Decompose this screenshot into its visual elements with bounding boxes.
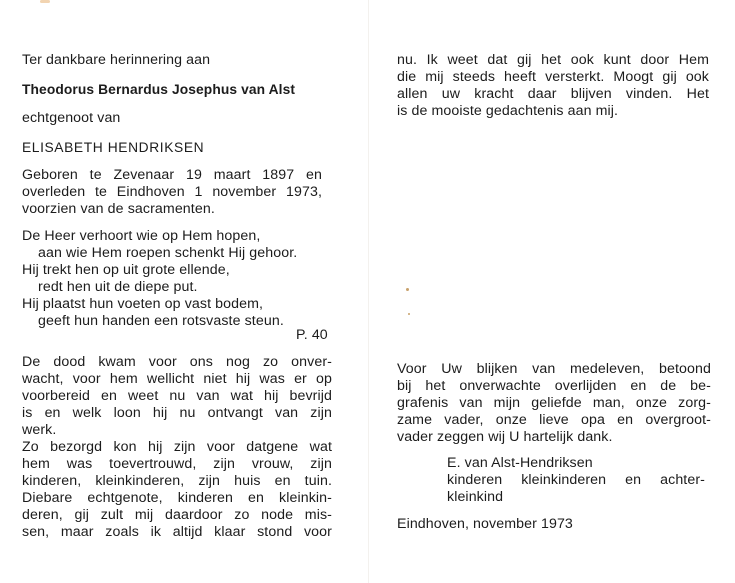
place-date: Eindhoven, november 1973 [397, 516, 573, 532]
signature-line: kinderen kleinkinderen en achter- [447, 472, 705, 488]
text-line: werk. [22, 422, 57, 438]
psalm-line: redt hen uit de diepe put. [38, 279, 198, 295]
birth-line: voorzien van de sacramenten. [22, 201, 215, 217]
thanks-line: grafenis van mijn geliefde man, onze zorg- [397, 395, 711, 411]
stain-mark [40, 0, 50, 3]
spouse-label: echtgenoot van [22, 110, 121, 126]
thanks-line: Voor Uw blijken van medeleven, betoond [397, 361, 711, 377]
deceased-name: Theodorus Bernardus Josephus van Alst [22, 82, 296, 97]
thanks-line: vader zeggen wij U hartelijk dank. [397, 429, 613, 445]
text-line: Zo bezorgd kon hij zijn voor datgene wat [22, 439, 332, 455]
thanks-line: bij het onverwachte overlijden en de be- [397, 378, 711, 394]
spouse-name: ELISABETH HENDRIKSEN [22, 140, 205, 155]
psalm-reference: P. 40 [296, 327, 328, 343]
continuation-line: allen uw kracht daar blijven vinden. Het [397, 86, 709, 102]
text-line: hem was toevertrouwd, zijn vrouw, zijn [22, 456, 332, 472]
speck-mark [406, 288, 409, 291]
birth-line: Geboren te Zevenaar 19 maart 1897 en [22, 167, 322, 183]
signature-line: E. van Alst-Hendriksen [447, 455, 593, 471]
psalm-line: Hij plaatst hun voeten op vast bodem, [22, 296, 264, 312]
continuation-line: die mij steeds heeft versterkt. Moogt gij ook [397, 69, 709, 85]
speck-mark [408, 313, 410, 315]
signature-line: kleinkind [447, 489, 504, 505]
psalm-line: aan wie Hem roepen schenkt Hij gehoor. [38, 245, 298, 261]
card-fold [368, 0, 369, 583]
text-line: deren, gij zult mij daardoor zo node mis- [22, 507, 332, 523]
text-line: wacht, voor hem wellicht niet hij was er op [22, 371, 332, 387]
text-line: voorbereid en weet nu van wat hij bevrijd [22, 388, 332, 404]
thanks-line: zame vader, onze lieve opa en overgroot- [397, 412, 711, 428]
text-line: Diebare echtgenote, kinderen en kleinkin- [22, 490, 332, 506]
text-line: De dood kwam voor ons nog zo onver- [22, 354, 332, 370]
continuation-line: is de mooiste gedachtenis aan mij. [397, 103, 619, 119]
psalm-line: Hij trekt hen op uit grote ellende, [22, 262, 230, 278]
psalm-line: geeft hun handen een rotsvaste steun. [38, 313, 284, 329]
text-line: sen, maar zoals ik altijd klaar stond voor [22, 524, 332, 540]
birth-line: overleden te Eindhoven 1 november 1973, [22, 184, 322, 200]
psalm-line: De Heer verhoort wie op Hem hopen, [22, 228, 261, 244]
intro-text: Ter dankbare herinnering aan [22, 52, 211, 68]
text-line: kinderen, kleinkinderen, zijn huis en tuin. [22, 473, 332, 489]
continuation-line: nu. Ik weet dat gij het ook kunt door Hem [397, 52, 709, 68]
text-line: is en welk loon hij nu ontvangt van zijn [22, 405, 332, 421]
